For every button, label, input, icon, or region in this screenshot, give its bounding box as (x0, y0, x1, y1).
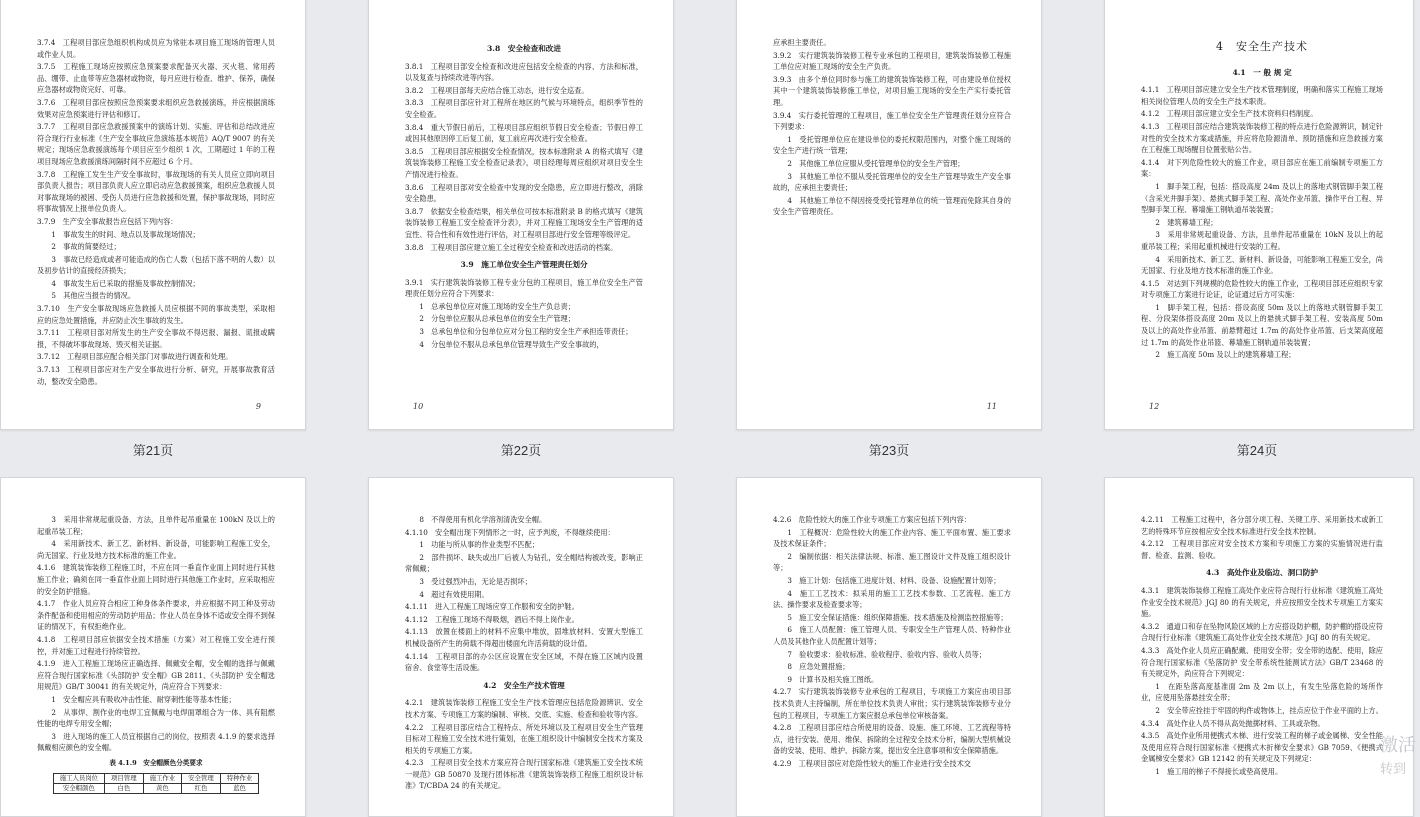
list-item: 4 施工工艺技术：拟采用的施工工艺技术参数、工艺流程、施工方法、操作要求及检查要求等； (773, 588, 1011, 610)
list-item: 8 不得使用有机化学溶剂清洗安全帽。 (419, 515, 547, 524)
list-item: 2 安全带应拴挂于牢固的构件或物体上，挂点应位于作业平面的上方。 (1155, 705, 1383, 715)
clause: 4.3.5 高处作业所用便携式木梯、进行安装工程的梯子或金属梯、安全性能及使用应符合现行国家标准《便携式木折梯安全要求》GB 7059、《便携式金属梯安全要求》GB 12142 的有关规定及下列规定： (1141, 731, 1383, 764)
clause: 4.1.12 工程施工现场不得吸烟，酒后不得上岗作业。 (405, 614, 579, 624)
list-item: 2 从事焊、割作业的电焊工宜佩戴与电焊面罩组合为一体、具有阻燃性能的电焊专用安全帽； (37, 707, 275, 729)
list-item: 2 其他施工单位应服从受托管理单位的安全生产管理； (787, 158, 965, 168)
clause: 4.1.6 建筑装饰装修工程施工时，不应在同一垂直作业面上同时进行其他施工作业；确须在同一垂直作业面上同时进行其他施工作业时，应采取相应的安全防护措施。 (37, 563, 275, 596)
clause: 4.3.2 通道口和存在坠物风险区域的上方应搭设防护棚，防护棚的搭设应符合现行行业标准《建筑施工高处作业安全技术规范》JGJ 80 的有关规定。 (1141, 621, 1383, 643)
clause: 3.7.9 生产安全事故报告应包括下列内容： (37, 216, 178, 226)
page-content (773, 514, 1011, 770)
list-item: 1 受托管理单位应在建设单位的委托权限范围内，对整个施工现场的安全生产进行统一管理； (773, 134, 1011, 156)
list-item: 7 验收要求：验收标准、验收程序、验收内容、验收人员等； (787, 649, 987, 659)
page-number: 11 (986, 402, 997, 411)
table-cell: 安全帽颜色 (53, 784, 104, 794)
page-label-21[interactable]: 第21页 (132, 443, 174, 458)
table-cell: 特种作业 (220, 774, 259, 784)
clause: 3.8.6 工程项目部对安全检查中发现的安全隐患，应立即进行整改，消除安全隐患。 (405, 182, 643, 204)
page-label-23[interactable]: 第23页 (868, 443, 910, 458)
page-thumbnail-23[interactable] (736, 0, 1042, 430)
list-item: 2 编制依据：相关法律法规、标准、施工图设计文件及施工组织设计等； (773, 551, 1011, 573)
clause: 4.2.12 工程项目部应对安全技术方案和专项施工方案的实施情况进行监督、检查、监测、验收。 (1141, 539, 1383, 560)
list-item: 3 采用非常规起重设备、方法，且单件起吊重量在 100kN 及以上的起重吊装工程； (37, 515, 275, 536)
list-item: 1 在距坠落高度基准面 2m 及 2m 以上，有发生坠落危险的场所作业，应使用坠落悬挂安全带； (1141, 681, 1383, 703)
clause: 4.2.1 建筑装饰装修工程施工安全生产技术管理应包括危险源辨识、安全技术方案、专项施工方案的编制、审核、交底、实施、检查和验收等内容。 (405, 698, 643, 719)
page-content (1141, 37, 1383, 362)
page-content (773, 37, 1011, 219)
table-cell: 红色 (182, 784, 221, 794)
clause: 3.7.7 工程项目部应急救援预案中的演练计划、实施、评估和总结改进应符合现行行业标准《生产安全事故应急演练基本规范》AQ/T 9007 的有关规定；现场应急救援演练每个项目应至少组织 1 次，工期超过 1 年的工程项目现场应急救援演练间隔时间不应超过 6 个月。 (37, 122, 275, 166)
clause: 4.2.3 工程项目安全技术方案应符合现行国家标准《建筑施工安全技术统一规范》GB 50870 及现行团体标准《建筑装饰装修工程施工组织设计标准》T/CBDA 24 的有关规定。 (405, 758, 643, 791)
activation-watermark (1380, 734, 1420, 782)
clause: 3.8.4 重大节假日前后，工程项目部应组织节假日安全检查；节假日停工或因其他原因停工后复工前，复工前应再次进行安全检查。 (405, 122, 643, 144)
section-heading: 3.9 施工单位安全生产管理责任划分 (460, 260, 588, 270)
list-item: 2 事故的简要经过； (51, 242, 121, 252)
page-content (1141, 514, 1383, 778)
list-item: 1 功能与所从事的作业类型不匹配； (419, 540, 539, 550)
list-item: 6 施工人员配置：施工管理人员、专职安全生产管理人员、特种作业人员及其他作业人员配置计划等； (773, 625, 1011, 646)
list-item: 8 应急处置措施； (787, 662, 850, 672)
clause: 3.7.11 工程项目部对所发生的生产安全事故不得迟报、漏报、谎报或瞒报，不得破坏事故现场、毁灭相关证据。 (37, 328, 275, 349)
clause: 4.1.13 放置在楼面上的材料不应集中堆放，固堆放材料、安置大型施工机械设备所产生的荷载不得超出楼面允许活荷载的设计值。 (405, 627, 643, 648)
section-heading: 4.3 高处作业及临边、洞口防护 (1206, 568, 1318, 578)
clause: 3.8.1 工程项目部安全检查和改进应包括安全检查的内容、方法和标准，以及复查与持续改进等内容。 (405, 61, 643, 83)
list-item: 2 部件损坏、缺失或出厂后被人为钻孔，安全帽结构被改变，影响正常佩戴； (405, 552, 643, 574)
page-number: 10 (413, 402, 424, 411)
list-item: 1 施工用的梯子不得接长或垫高使用。 (1155, 766, 1283, 776)
page-thumbnail-24[interactable] (1104, 0, 1414, 430)
clause: 4.3.4 高处作业人员不得从高处抛掷材料、工具或杂物。 (1141, 718, 1325, 728)
page-label-22[interactable]: 第22页 (500, 443, 542, 458)
table-row (53, 784, 259, 794)
clause: 4.3.1 建筑装饰装修工程施工高处作业应符合现行行业标准《建筑施工高处作业安全技术规范》JGJ 80 的有关规定，并应按照安全技术专项施工方案实施。 (1141, 585, 1383, 619)
section-heading: 3.8 安全检查和改进 (487, 44, 561, 53)
clause: 4.1.1 工程项目部应建立安全生产技术管理制度，明确和落实工程施工现场相关岗位管理人员的安全生产技术职责。 (1141, 85, 1383, 106)
list-item: 4 采用新技术、新工艺、新材料、新设备，可能影响工程施工安全，尚无国家、行业及地方技术标准的施工作业。 (1141, 254, 1383, 276)
list-item: 1 事故发生的时间、地点以及事故现场情况； (51, 229, 200, 239)
clause: 4.1.2 工程项目部应建立安全生产技术资料归档制度。 (1141, 109, 1318, 119)
list-item: 5 其他应当报告的情况。 (51, 291, 136, 301)
list-item: 2 施工高度 50m 及以上的建筑幕墙工程； (1155, 350, 1296, 360)
list-item: 4 超过有效使用期。 (419, 589, 489, 599)
list-item: 2 建筑幕墙工程； (1155, 217, 1218, 227)
clause: 3.9.4 实行委托管理的工程项目，施工单位安全生产管理责任划分应符合下列要求： (773, 110, 1011, 132)
page-content (405, 514, 643, 793)
clause: 3.8.2 工程项目部每天应结合施工动态，进行安全巡查。 (405, 85, 589, 95)
list-item: 4 其他施工单位不得因接受受托管理单位的统一管理而免除其自身的安全生产管理责任。 (773, 195, 1011, 217)
clause: 4.3.3 高处作业人员应正确配戴、使用安全带；安全带的选配、使用，除应符合现行国家标准《坠落防护 安全带系统性能测试方法》GB/T 23468 的有关规定外，尚应符合下列规定： (1141, 645, 1383, 679)
page-thumbnail-25[interactable] (0, 477, 306, 817)
page-number: 9 (255, 402, 261, 411)
clause: 3.7.4 工程项目部应急组织机构成员应为常驻本项目施工现场的管理人员或作业人员。 (37, 38, 275, 59)
page-thumbnail-21[interactable] (0, 0, 306, 430)
list-item: 2 分包单位应服从总承包单位的安全生产管理； (419, 314, 575, 324)
clause: 3.8.3 工程项目部应针对工程所在地区的气候与环境特点，组织季节性的安全检查。 (405, 98, 643, 119)
clause: 3.7.6 工程项目部应按照应急预案要求组织应急救援演练，并应根据演练效果对应急预案进行评估和修订。 (37, 97, 275, 119)
table-header-row (53, 774, 259, 784)
clause: 3.8.5 工程项目部应根据安全检查情况，按本标准附录 A 的格式填写《建筑装饰装修工程施工安全检查记录表》，项目经理每周应组织对项目安全生产情况进行检查。 (405, 146, 643, 179)
clause: 4.1.7 作业人员应符合相应工种身体条件要求，并应根据不同工种及劳动条件配备和使用相应的劳动防护用品；作业人员在身体不适或安全得不到保证的情况下，有权拒绝作业。 (37, 599, 275, 632)
list-item: 4 采用新技术、新工艺、新材料、新设备，可能影响工程施工安全，尚无国家、行业及地方技术标准的施工作业。 (37, 539, 275, 560)
clause: 应承担主要责任。 (773, 38, 831, 47)
list-item: 3 采用非常规起重设备、方法，且单件起吊重量在 10kN 及以上的起重吊装工程；采用起重机械进行安装的工程。 (1141, 230, 1383, 251)
list-item: 3 受过强烈冲击，无论是否损坏； (419, 576, 532, 586)
clause: 3.8.7 依据安全检查结果，相关单位可按本标准附录 B 的格式填写《建筑装饰装修工程施工安全检查评分表》，并对工程施工现场安全生产管理的适宜性、符合性和有效性进行评估，对工程项目部进行安全管理等级评定。 (405, 206, 643, 239)
watermark-line: 转到 (1380, 762, 1407, 777)
clause: 3.7.12 工程项目部应配合相关部门对事故进行调查和处理。 (37, 352, 233, 362)
table-cell: 安全管理 (182, 774, 221, 784)
table-cell: 白色 (105, 784, 144, 794)
list-item: 3 进入现场的施工人员宜根据自己的岗位，按照表 4.1.9 的要求选择佩戴相应颜色的安全帽。 (37, 731, 275, 753)
list-item: 1 安全帽应具有吸收冲击性能、耐穿刺性能等基本性能； (51, 694, 236, 704)
page-thumbnail-28[interactable] (1104, 477, 1414, 817)
section-heading: 4.2 安全生产技术管理 (483, 680, 565, 690)
page-content (37, 37, 275, 388)
helmet-color-table (53, 773, 260, 794)
list-item: 3 总承包单位和分包单位应对分包工程的安全生产承担连带责任； (419, 327, 633, 337)
list-item: 3 其他施工单位不服从受托管理单位的安全生产管理导致生产安全事故的，应承担主要责任； (773, 171, 1011, 193)
table-cell: 施工作业 (143, 774, 182, 784)
page-label-24[interactable]: 第24页 (1236, 443, 1278, 458)
list-item: 9 计算书及相关施工图纸。 (787, 674, 879, 684)
clause: 3.7.8 工程施工发生生产安全事故时，事故现场的有关人员应立即向项目部负责人报告；项目部负责人应立即启动应急救援预案，组织应急救援人员对事故现场的被困、受伤人员进行应急救援和处置，保护事故现场，同时应将事故情况上报单位负责人。 (37, 169, 275, 214)
watermark-line: 激活 (1380, 735, 1416, 756)
clause: 3.7.5 工程施工现场应按照应急预案要求配备灭火器、灭火毯、常用药品、绷带、止血带等应急器材或物资，每月应进行检查、维护、保养，确保应急器材或物资完好、可靠。 (37, 62, 275, 95)
page-number: 12 (1149, 402, 1160, 411)
clause: 3.7.13 工程项目部应对生产安全事故进行分析、研究，开展事故教育活动，整改安全隐患。 (37, 365, 275, 386)
list-item: 1 脚手架工程，包括：搭设高度 50m 及以上的落地式钢管脚手架工程、分段架体搭设高度 20m 及以上的悬挑式脚手架工程、安装高度 50m 及以上的高处作业吊篮、前悬臂超过 1.7m 的高处作业吊篮、后支架高度超过 1.7m 的高处作业吊篮、幕墙施工钢轨道吊装装置； (1141, 302, 1383, 347)
table-cell: 施工人员岗位 (53, 774, 104, 784)
table-caption: 表 4.1.9 安全帽颜色分类要求 (109, 758, 203, 767)
clause: 4.1.8 工程项目部应依据安全技术措施（方案）对工程施工安全进行预控，并对施工过程进行持续管控。 (37, 634, 275, 656)
page-thumbnail-22[interactable] (368, 0, 674, 430)
clause: 3.7.10 生产安全事故现场应急救援人员应根据不同的事故类型，采取相应的应急处置措施，并应防止次生事故的发生。 (37, 304, 275, 325)
chapter-title: 4 安全生产技术 (1216, 40, 1308, 53)
table-cell: 黄色 (143, 784, 182, 794)
list-item: 1 总承包单位应对施工现场的安全生产负总责； (419, 301, 575, 311)
clause: 4.1.11 进入工程施工现场应穿工作服和安全防护鞋。 (405, 602, 579, 612)
clause: 4.2.7 实行建筑装饰装修专业承包的工程项目，专项施工方案应由项目部技术负责人主持编制，所在单位技术负责人审批；实行建筑装饰装修专业分包的工程项目，专项施工方案应报总承包单位审核备案。 (773, 687, 1011, 720)
list-item: 3 事故已经造成或者可能造成的伤亡人数（包括下落不明的人数）以及初步估计的直接经济损失； (37, 254, 275, 276)
list-item: 1 脚手架工程，包括：搭设高度 24m 及以上的落地式钢管脚手架工程（含采光井脚手架）、悬挑式脚手架工程、高处作业吊篮、操作平台工程、异型脚手架工程、幕墙施工钢轨道吊装装置； (1141, 181, 1383, 215)
clause: 3.9.2 实行建筑装饰装修工程专业承包的工程项目，建筑装饰装修工程施工单位应对施工现场的安全生产负责。 (773, 50, 1011, 72)
clause: 4.2.11 工程施工过程中，各分部分项工程、关键工序、采用新技术或新工艺的特殊环节应按相应安全技术标准进行安全技术控制。 (1141, 515, 1383, 536)
list-item: 5 施工安全保证措施：组织保障措施、技术措施及检测监控措施等； (787, 612, 1008, 622)
clause: 4.1.10 安全帽出现下列情形之一时，应予判废，不得继续使用： (405, 527, 615, 537)
clause: 4.1.9 进入工程施工现场应正确选择、佩戴安全帽，安全帽的选择与佩戴应符合现行国家标准《头部防护 安全帽》GB 2811、《头部防护 安全帽选用规范》GB/T 30041 的有关规定外，尚应符合下列要求： (37, 659, 275, 692)
page-thumbnail-27[interactable] (736, 477, 1042, 817)
section-heading: 4.1 一 般 规 定 (1232, 67, 1292, 77)
clause: 4.2.9 工程项目部应对危险性较大的施工作业进行安全技术交 (773, 758, 971, 768)
list-item: 4 分包单位不服从总承包单位管理导致生产安全事故的， (419, 339, 604, 349)
clause: 4.1.3 工程项目部应结合建筑装饰装修工程的特点进行危险源辨识，制定针对性的安全技术方案或措施，并应将危险源清单、预防措施和应急救援方案在工程施工现场醒目位置张贴公告。 (1141, 121, 1383, 155)
list-item: 1 工程概况：危险性较大的施工作业内容、施工平面布置、施工要求及技术保证条件； (773, 527, 1011, 549)
table-cell: 蓝色 (220, 784, 259, 794)
clause: 4.2.6 危险性较大的施工作业专项施工方案应包括下列内容： (773, 515, 971, 524)
page-thumbnail-26[interactable] (368, 477, 674, 817)
page-content (37, 514, 275, 794)
clause: 4.1.5 对达到下列规模的危险性较大的施工作业，工程项目部还应组织专家对专项施工方案进行论证，论证通过后方可实施： (1141, 278, 1383, 300)
clause: 4.1.14 工程项目部的办公区应设置在安全区域，不得在施工区域内设置宿舍、食堂等生活设施。 (405, 651, 643, 673)
clause: 4.2.2 工程项目部应结合工程特点、所处环境以及工程项目安全生产管理目标对工程施工安全技术进行策划，在施工组织设计中编制安全技术方案及相关的专项施工方案。 (405, 722, 643, 755)
clause: 3.8.8 工程项目部应建立施工全过程安全检查和改进活动的档案。 (405, 242, 618, 252)
page-content (405, 37, 643, 351)
clause: 3.9.3 由多个单位同时参与施工的建筑装饰装修工程，可由建设单位授权其中一个建筑装饰装修施工单位，对项目施工现场的安全生产实行委托管理。 (773, 74, 1011, 107)
table-cell: 项目管理 (105, 774, 144, 784)
clause: 3.9.1 实行建筑装饰装修工程专业分包的工程项目，施工单位安全生产管理责任划分应符合下列要求： (405, 277, 643, 299)
clause: 4.2.8 工程项目部应结合所使用的设备、设施、施工环境、工艺流程等特点，进行安装、使用、维保、拆除的全过程安全技术分析，编制大型机械设备的安装、使用、维护、拆除方案，提出安全注意事项和安全保障措施。 (773, 723, 1011, 756)
list-item: 3 施工计划：包括施工进度计划、材料、设备、设施配置计划等； (787, 575, 1001, 585)
list-item: 4 事故发生后已采取的措施及事故控制情况； (51, 278, 200, 288)
clause: 4.1.4 对下列危险性较大的施工作业，项目部应在施工前编制专项施工方案： (1141, 157, 1383, 179)
